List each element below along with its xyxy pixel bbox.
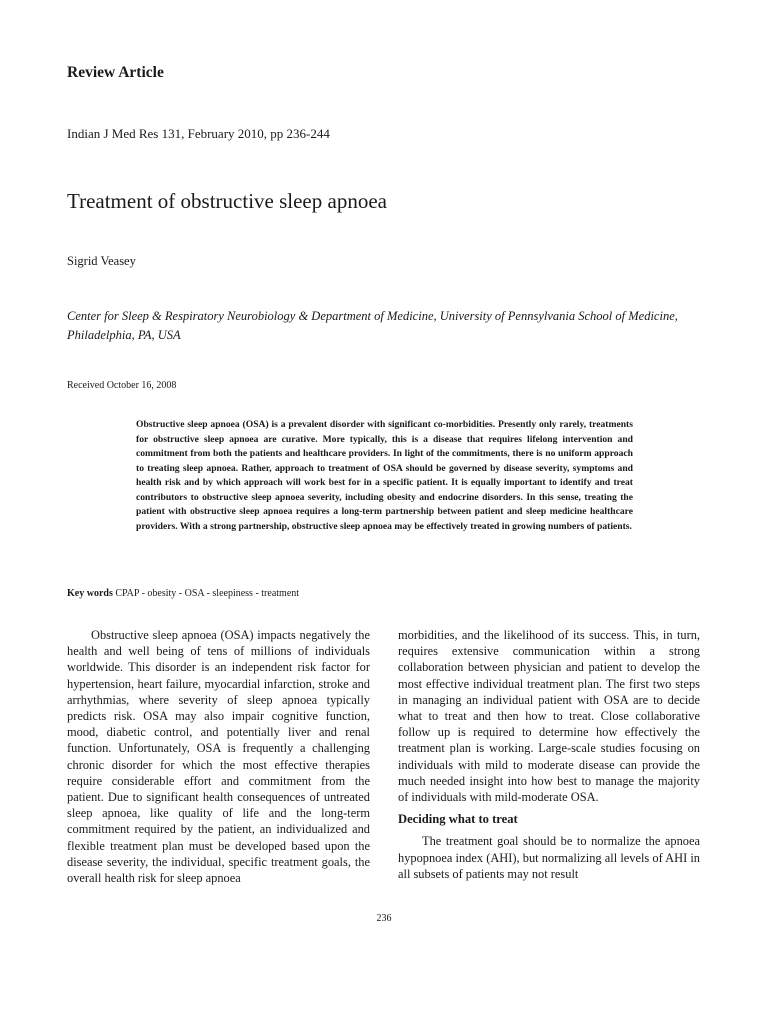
body-left-column bbox=[67, 627, 370, 886]
abstract: Obstructive sleep apnoea (OSA) is a prevalent disorder with significant co-morbidities. Presently only rarely, treatments for obstructive sleep apnoea are curative. More typically, this is a disease that requires lifelong intervention and commitment from both the patients and healthcare providers. In light of the commitments, there is no uniform approach to treating sleep apnoea. Rather, approach to treatment of OSA should be governed by disease severity, symptoms and health risk and by which approach will work best for in a specific patient. It is equally important to identify and treat contributors to obstructive sleep apnoea severity, including obesity and endocrine disorders. In this sense, treating the patient with obstructive sleep apnoea requires a long-term partnership between patient and sleep medicine healthcare providers. With a strong partnership, obstructive sleep apnoea may be effectively treated in growing numbers of patients. bbox=[136, 419, 633, 532]
article-type: Review Article bbox=[67, 64, 164, 81]
page-number: 236 bbox=[376, 913, 392, 924]
body-right-column bbox=[398, 627, 700, 882]
body-paragraph: Obstructive sleep apnoea (OSA) impacts negatively the health and well being of tens of millions of individuals worldwide. This disorder is an independent risk factor for hypertension, heart failure, myocardial infarction, stroke and arrhythmias, where severity of sleep apnoea typically predicts risk. OSA may also impair cognitive function, mood, diabetic control, and potentially liver and renal function. Unfortunately, OSA is frequently a challenging chronic disorder for which the most effective therapies require considerable effort and commitment from the patient. Due to significant health consequences of untreated sleep apnoea, like quality of life and the long-term commitment required by the patient, an individualized and flexible treatment plan must be developed based upon the disease severity, the individual, specific treatment goals, the overall health risk for sleep apnoea bbox=[67, 628, 370, 886]
author-affiliation: Center for Sleep & Respiratory Neurobiology & Department of Medicine, University of Pennsylvania School of Medicine, Philadelphia, PA, USA bbox=[67, 309, 678, 342]
keywords-values: CPAP - obesity - OSA - sleepiness - treatment bbox=[115, 588, 300, 599]
article-title: Treatment of obstructive sleep apnoea bbox=[67, 189, 387, 213]
body-paragraph-continued: morbidities, and the likelihood of its success. This, in turn, requires extensive communication within a strong collaboration between physician and patient to develop the most effective individual treatment plan. The first two steps in managing an individual patient with OSA are to decide what to treat and then how to treat. Close collaborative follow up is required to determine how effectively the treatment plan is working. Large-scale studies focusing on individuals with mild to moderate disease can provide the much needed insight into how best to manage the majority of individuals with mild-moderate OSA. bbox=[398, 628, 700, 805]
section-heading: Deciding what to treat bbox=[398, 812, 518, 827]
journal-citation: Indian J Med Res 131, February 2010, pp 236-244 bbox=[67, 126, 330, 141]
section-paragraph: The treatment goal should be to normalize the apnoea hypopnoea index (AHI), but normalizing all levels of AHI in all subsets of patients may not result bbox=[398, 834, 700, 881]
keywords bbox=[67, 588, 299, 599]
author-name: Sigrid Veasey bbox=[67, 254, 136, 268]
keywords-label: Key words bbox=[67, 588, 113, 599]
received-date: Received October 16, 2008 bbox=[67, 380, 177, 391]
